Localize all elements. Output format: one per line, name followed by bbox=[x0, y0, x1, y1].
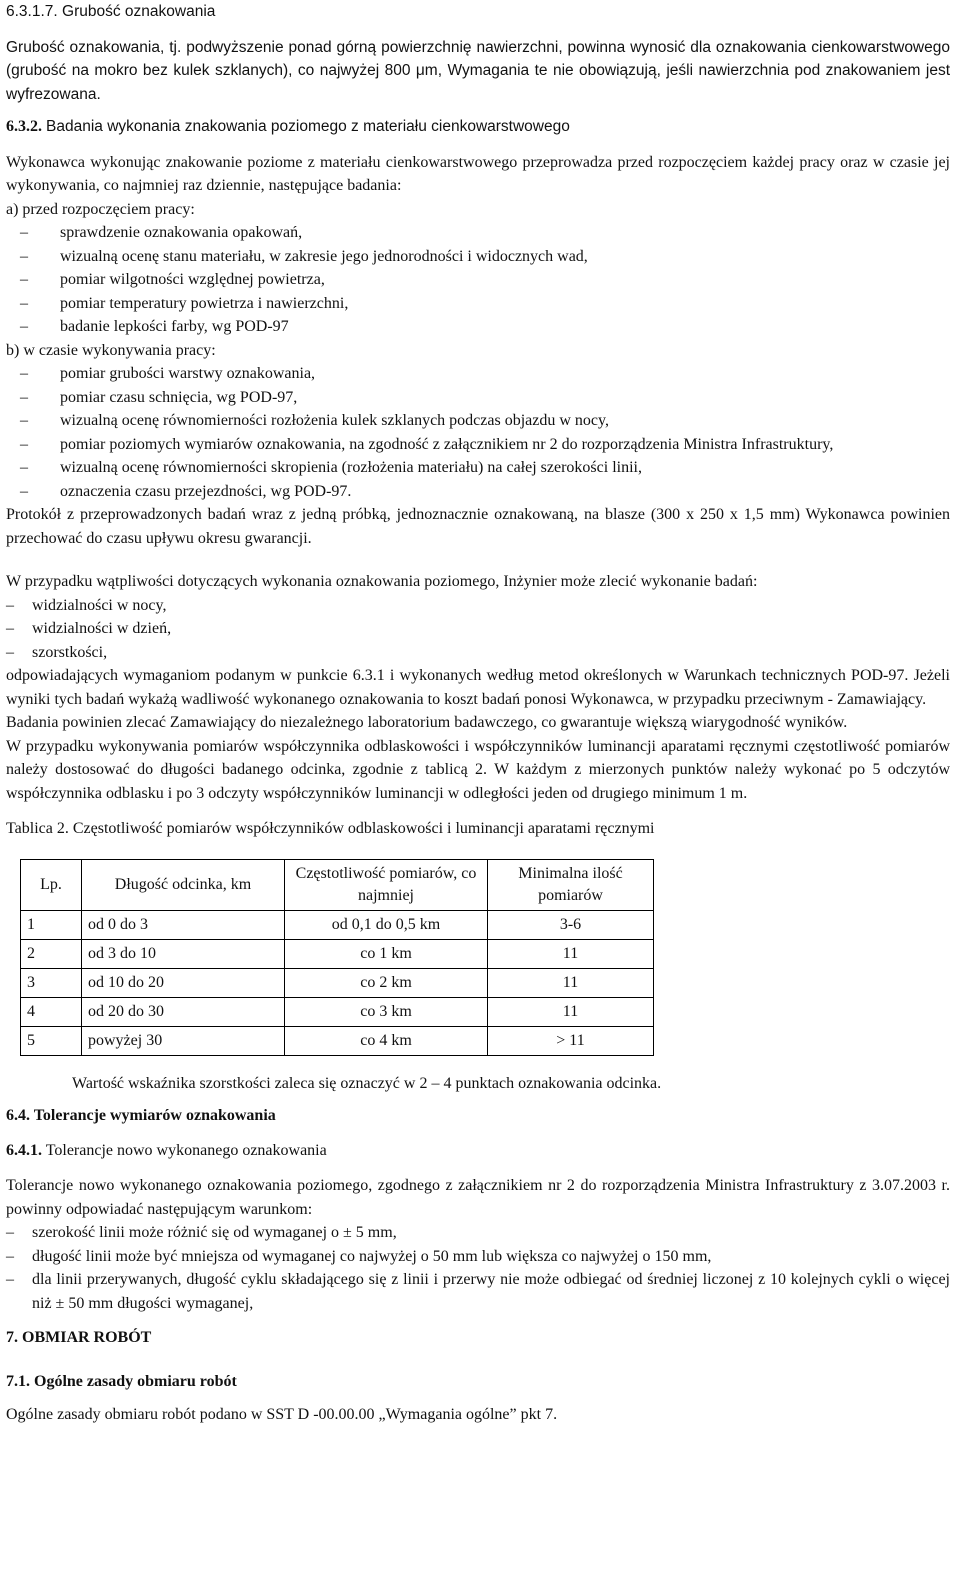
list-item: – wizualną ocenę równomierności rozłożenia kulek szklanych podczas objazdu w nocy, bbox=[6, 409, 950, 433]
list-item: – dla linii przerywanych, długość cyklu składającego się z linii i przerwy nie może odbiegać od średniej liczonej z 10 kolejnych cykli o więcej niż ± 50 mm długości wymaganej, bbox=[6, 1268, 950, 1315]
list-b bbox=[6, 362, 950, 503]
list-item: – wizualną ocenę stanu materiału, w zakresie jego jednorodności i widocznych wad, bbox=[6, 245, 950, 269]
table-cell: co 1 km bbox=[285, 939, 488, 968]
badania-paragraph: Badania powinien zlecać Zamawiający do niezależnego laboratorium badawczego, co gwarantuje większą wiarygodność wyników. bbox=[6, 714, 848, 731]
list-item: – widzialności w dzień, bbox=[6, 617, 950, 641]
table-cell: co 3 km bbox=[285, 997, 488, 1026]
grubosc-paragraph: Grubość oznakowania, tj. podwyższenie ponad górną powierzchnię nawierzchni, powinna wynosić dla oznakowania cienkowarstwowego (grubość na mokro bez kulek szklanych), co najwyżej 800 μm, Wymagania te nie obowiązują, jeśli nawierzchnia pod znakowaniem jest wyfrezowana. bbox=[6, 38, 950, 103]
table-cell: 5 bbox=[21, 1026, 82, 1055]
protokol-paragraph: Protokół z przeprowadzonych badań wraz z jedną próbką, jednoznacznie oznakowaną, na blasze (300 x 250 x 1,5 mm) Wykonawca powinien przechować do czasu upływu okresu gwarancji. bbox=[6, 506, 950, 547]
list-item: – pomiar wilgotności względnej powietrza, bbox=[6, 268, 950, 292]
list-item: – pomiar grubości warstwy oznakowania, bbox=[6, 362, 950, 386]
table-cell: 2 bbox=[21, 939, 82, 968]
table-cell: 4 bbox=[21, 997, 82, 1026]
table-cell: 3 bbox=[21, 968, 82, 997]
list-tolerancje bbox=[6, 1221, 950, 1315]
table-cell: od 0,1 do 0,5 km bbox=[285, 910, 488, 939]
table-cell: 1 bbox=[21, 910, 82, 939]
table-row bbox=[21, 939, 654, 968]
frequency-table bbox=[20, 859, 654, 1056]
table-note: Wartość wskaźnika szorstkości zaleca się oznaczyć w 2 – 4 punktach oznakowania odcinka. bbox=[72, 1074, 662, 1092]
table-cell: powyżej 30 bbox=[82, 1026, 285, 1055]
list-item: – szerokość linii może różnić się od wymaganej o ± 5 mm, bbox=[6, 1221, 950, 1245]
table-cell: > 11 bbox=[488, 1026, 654, 1055]
section-title: Badania wykonania znakowania poziomego z materiału cienkowarstwowego bbox=[46, 118, 570, 135]
list-item: – wizualną ocenę równomierności skropienia (rozłożenia materiału) na całej szerokości linii, bbox=[6, 456, 950, 480]
list-a-label: a) przed rozpoczęciem pracy: bbox=[6, 200, 195, 218]
list-item: – badanie lepkości farby, wg POD-97 bbox=[6, 315, 950, 339]
odpowiadajacych-paragraph: odpowiadających wymaganiom podanym w punkcie 6.3.1 i wykonanych według metod określonych w Warunkach technicznych POD-97. Jeżeli wyniki tych badań wykażą wadliwość wykonanego oznakowania to koszt badań ponosi Wykonawca, w przypadku przeciwnym - Zamawiający. bbox=[6, 667, 950, 708]
table-cell: od 20 do 30 bbox=[82, 997, 285, 1026]
table-cell: 11 bbox=[488, 997, 654, 1026]
section-heading-7: 7. OBMIAR ROBÓT bbox=[6, 1329, 152, 1346]
section-heading-6-4-1 bbox=[6, 1139, 950, 1163]
table-cell: od 0 do 3 bbox=[82, 910, 285, 939]
list-item: – sprawdzenie oznakowania opakowań, bbox=[6, 221, 950, 245]
table-cell: od 3 do 10 bbox=[82, 939, 285, 968]
table-cell: 3-6 bbox=[488, 910, 654, 939]
section-number: 6.3.2. bbox=[6, 118, 42, 135]
section-heading-6-4: 6.4. Tolerancje wymiarów oznakowania bbox=[6, 1107, 276, 1124]
final-paragraph: Ogólne zasady obmiaru robót podano w SST D -00.00.00 „Wymagania ogólne” pkt 7. bbox=[6, 1406, 558, 1423]
section-title: Tolerancje nowo wykonanego oznakowania bbox=[45, 1141, 327, 1159]
table-cell: co 4 km bbox=[285, 1026, 488, 1055]
table-row bbox=[21, 997, 654, 1026]
table-cell: co 2 km bbox=[285, 968, 488, 997]
section-number: 6.4.1. bbox=[6, 1141, 42, 1159]
watpliwosc-paragraph: W przypadku wątpliwości dotyczących wykonania oznakowania poziomego, Inżynier może zlecić wykonanie badań: bbox=[6, 573, 758, 590]
list-item: – widzialności w nocy, bbox=[6, 594, 950, 618]
table-row bbox=[21, 910, 654, 939]
header-cell: Lp. bbox=[21, 859, 82, 910]
table-cell: 11 bbox=[488, 939, 654, 968]
table-caption: Tablica 2. Częstotliwość pomiarów współczynników odblaskowości i luminancji aparatami ręcznymi bbox=[6, 820, 655, 837]
header-cell: Częstotliwość pomiarów, co najmniej bbox=[285, 859, 488, 910]
header-cell: Długość odcinka, km bbox=[82, 859, 285, 910]
table-cell: 11 bbox=[488, 968, 654, 997]
pomiary-paragraph: W przypadku wykonywania pomiarów współczynnika odblaskowości i współczynników luminancji aparatami ręcznymi częstotliwość pomiarów należy dostosować do długości badanego odcinka, zgodnie z tablicą 2. W każdym z mierzonych punktów należy wykonać po 5 odczytów współczynnika odblasku i po 3 odczyty współczynników luminancji w odległości jeden od drugiego minimum 1 m. bbox=[6, 737, 950, 802]
tolerancje-paragraph: Tolerancje nowo wykonanego oznakowania poziomego, zgodnego z załącznikiem nr 2 do rozporządzenia Ministra Infrastruktury z 3.07.2003 r. powinny odpowiadać następującym warunkom: bbox=[6, 1177, 950, 1218]
list-item: – szorstkości, bbox=[6, 641, 950, 665]
table-header-row bbox=[21, 859, 654, 910]
intro-paragraph: Wykonawca wykonując znakowanie poziome z materiału cienkowarstwowego przeprowadza przed rozpoczęciem każdej pracy oraz w czasie jej wykonywania, co najmniej raz dziennie, następujące badania: bbox=[6, 153, 950, 194]
list-item: – oznaczenia czasu przejezdności, wg POD-97. bbox=[6, 480, 950, 504]
section-heading-6-3-2 bbox=[6, 115, 950, 139]
list-item: – pomiar temperatury powietrza i nawierzchni, bbox=[6, 292, 950, 316]
section-heading-7-1: 7.1. Ogólne zasady obmiaru robót bbox=[6, 1372, 237, 1390]
table-cell: od 10 do 20 bbox=[82, 968, 285, 997]
table-row bbox=[21, 1026, 654, 1055]
list-item: – pomiar czasu schnięcia, wg POD-97, bbox=[6, 386, 950, 410]
list-a bbox=[6, 221, 950, 339]
table-row bbox=[21, 968, 654, 997]
list-b-label: b) w czasie wykonywania pracy: bbox=[6, 341, 216, 359]
list-item: – długość linii może być mniejsza od wymaganej co najwyżej o 50 mm lub większa co najwyżej o 150 mm, bbox=[6, 1245, 950, 1269]
section-heading-6-3-1-7: 6.3.1.7. Grubość oznakowania bbox=[6, 3, 216, 20]
list-item: – pomiar poziomych wymiarów oznakowania, na zgodność z załącznikiem nr 2 do rozporządzenia Ministra Infrastruktury, bbox=[6, 433, 950, 457]
list-watpliwosc bbox=[6, 594, 950, 665]
header-cell: Minimalna ilość pomiarów bbox=[488, 859, 654, 910]
